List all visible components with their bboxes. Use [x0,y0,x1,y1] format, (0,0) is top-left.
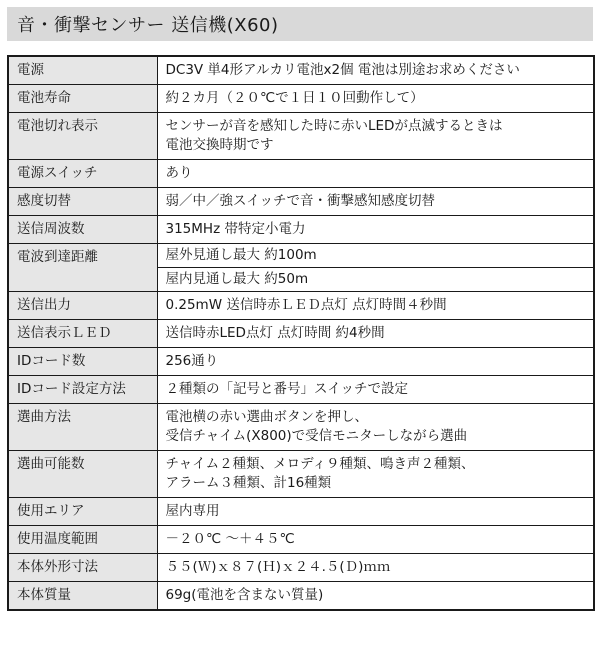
spec-value-text: 69g(電池を含まない質量) [165,587,324,603]
spec-row-power-switch [8,160,594,188]
spec-value-text: ２種類の「記号と番号」スイッチで設定 [165,381,408,397]
spec-value [157,526,594,554]
spec-label: IDコード設定方法 [8,376,157,404]
spec-label: 電源 [8,56,157,85]
spec-table [7,55,595,611]
spec-value [157,85,594,113]
spec-value [157,56,594,85]
spec-value-text: ５５(Ｗ)ｘ８７(Ｈ)ｘ２４.５(Ｄ)ｍｍ [165,559,391,575]
spec-value-text: 受信チャイム(X800)で受信モニターしながら選曲 [165,428,468,444]
spec-value [157,113,594,160]
spec-value [157,376,594,404]
spec-row-area [8,498,594,526]
spec-value-text: 電池横の赤い選曲ボタンを押し、 [165,409,368,425]
spec-value [157,498,594,526]
spec-row-led [8,320,594,348]
spec-label: 電池切れ表示 [8,113,157,160]
spec-row-song-select [8,404,594,451]
spec-value-text: 弱／中／強スイッチで音・衝撃感知感度切替 [165,193,435,209]
spec-label: 送信表示ＬＥＤ [8,320,157,348]
spec-value-text: 電池交換時期です [165,137,274,153]
spec-value [157,554,594,582]
spec-row-low-battery [8,113,594,160]
spec-row-battery-life [8,85,594,113]
spec-value [157,348,594,376]
spec-row-dimensions [8,554,594,582]
spec-value [157,188,594,216]
spec-value [157,582,594,611]
spec-value-text: アラーム３種類、計16種類 [165,475,332,491]
spec-value-text: 315MHz 帯特定小電力 [165,221,306,237]
spec-label: 電波到達距離 [8,244,157,292]
spec-value [157,268,594,292]
spec-value-text: 屋外見通し最大 約100m [165,247,317,263]
spec-value-text: DC3V 単4形アルカリ電池x2個 電池は別途お求めください [165,62,520,78]
spec-label: 選曲可能数 [8,451,157,498]
spec-row-song-count [8,451,594,498]
spec-value [157,216,594,244]
spec-value [157,292,594,320]
spec-value-text: 約２カ月（２０℃で１日１０回動作して） [165,90,424,106]
spec-value-text: 0.25mW 送信時赤ＬＥＤ点灯 点灯時間４秒間 [165,297,447,313]
spec-label: 本体外形寸法 [8,554,157,582]
spec-label: IDコード数 [8,348,157,376]
spec-value [157,404,594,451]
spec-label: 送信出力 [8,292,157,320]
spec-label: 電池寿命 [8,85,157,113]
spec-row-frequency [8,216,594,244]
spec-value-text: センサーが音を感知した時に赤いLEDが点滅するときは [165,118,503,134]
spec-row-sensitivity [8,188,594,216]
spec-label: 使用温度範囲 [8,526,157,554]
spec-row-id-count [8,348,594,376]
spec-row-range [8,244,594,268]
spec-value-text: －２０℃ ～＋４５℃ [165,531,295,547]
spec-value-text: 屋内見通し最大 約50m [165,271,309,287]
spec-value [157,244,594,268]
spec-value-text: 送信時赤LED点灯 点灯時間 約4秒間 [165,325,385,341]
spec-value-text: あり [165,165,193,181]
spec-row-output [8,292,594,320]
spec-value [157,320,594,348]
spec-value [157,451,594,498]
spec-value-text: 屋内専用 [165,503,220,519]
spec-label: 感度切替 [8,188,157,216]
spec-value-text: チャイム２種類、メロディ９種類、鳴き声２種類、 [165,456,475,472]
spec-value [157,160,594,188]
spec-label: 選曲方法 [8,404,157,451]
spec-label: 電源スイッチ [8,160,157,188]
spec-label: 使用エリア [8,498,157,526]
page-title: 音・衝撃センサー 送信機(X60) [7,7,593,41]
spec-row-temperature [8,526,594,554]
spec-row-id-setting [8,376,594,404]
spec-value-text: 256通り [165,353,219,369]
spec-label: 本体質量 [8,582,157,611]
spec-row-weight [8,582,594,611]
spec-label: 送信周波数 [8,216,157,244]
spec-row-power [8,56,594,85]
